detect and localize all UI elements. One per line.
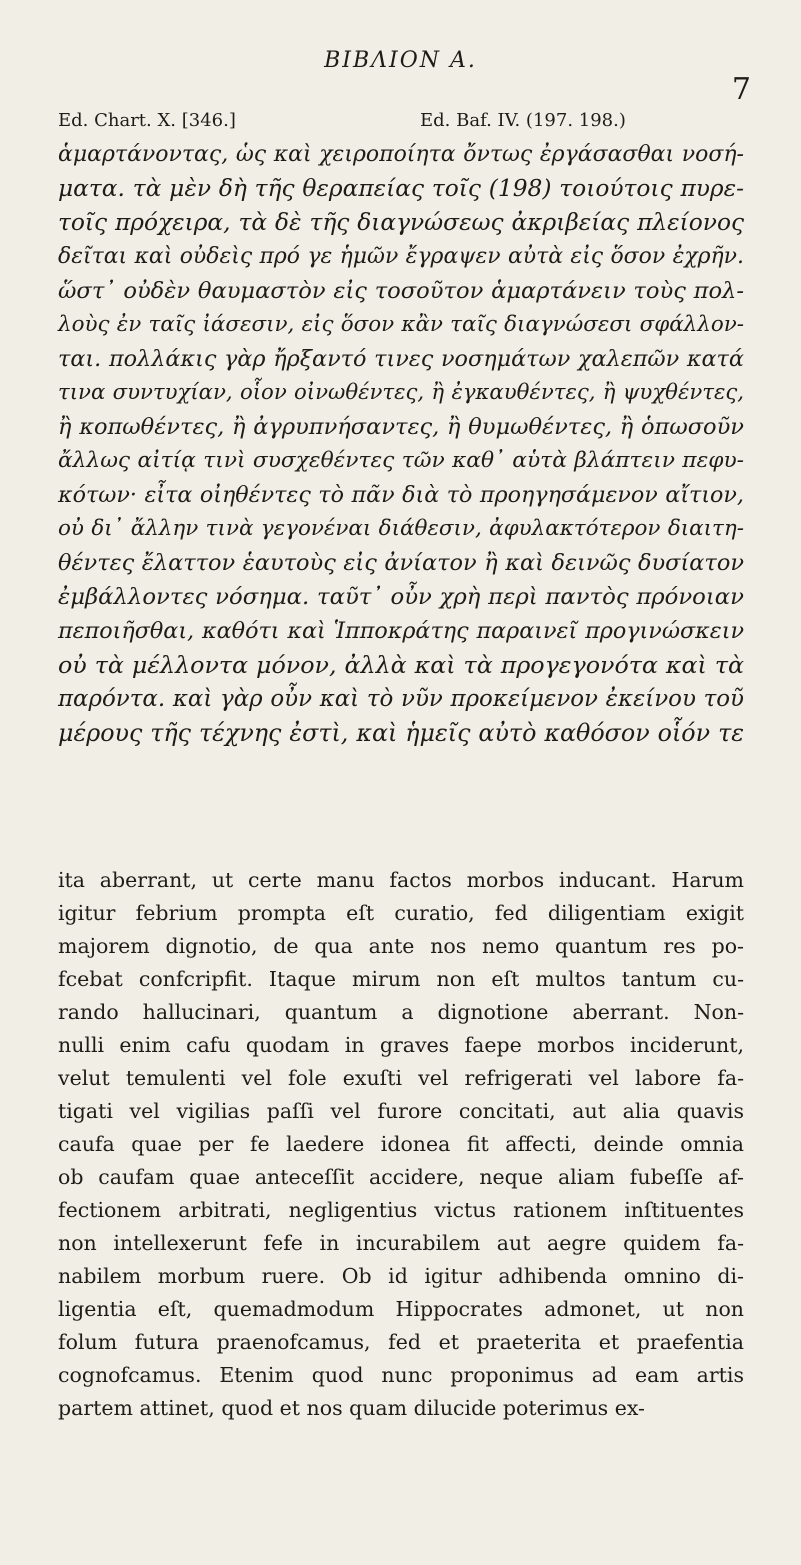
latin-line: fectionem arbitrati, negligentius victus rationem inſtituentes (58, 1198, 744, 1222)
latin-line: nulli enim cafu quodam in graves faepe morbos inciderunt, (58, 1033, 744, 1057)
latin-line: ob caufam quae anteceſſit accidere, neque aliam fubeſſe af- (58, 1165, 744, 1189)
latin-line: nabilem morbum ruere. Ob id igitur adhibenda omnino di- (58, 1264, 744, 1288)
greek-line: ματα. τὰ μὲν δὴ τῆς θεραπείας τοῖς (198) τοιούτοις πυρε- (58, 175, 744, 202)
greek-line: κότων· εἶτα οἰηθέντες τὸ πᾶν διὰ τὸ προηγησάμενον αἴτιον, (58, 482, 744, 508)
page-number: 7 (731, 72, 751, 107)
greek-line: οὐ δι᾽ ἄλλην τινὰ γεγονέναι διάθεσιν, ἀφυλακτότερον διαιτη- (58, 516, 744, 541)
greek-line: οὐ τὰ μέλλοντα μόνον, ἀλλὰ καὶ τὰ προγεγονότα καὶ τὰ (58, 651, 744, 679)
latin-text-block (58, 864, 744, 1425)
latin-line: velut temulenti vel fole exuſti vel refrigerati vel labore fa- (58, 1066, 744, 1090)
latin-line: majorem dignotio, de qua ante nos nemo quantum res po- (58, 934, 744, 958)
running-head: ΒΙΒΛΙΟΝ Α. (324, 48, 477, 73)
greek-line: μέρους τῆς τέχνης ἐστὶ, καὶ ἡμεῖς αὐτὸ καθόσον οἷόν τε (58, 719, 744, 747)
greek-line: δεῖται καὶ οὐδεὶς πρό γε ἡμῶν ἔγραψεν αὐτὰ εἰς ὅσον ἐχρῆν. (58, 244, 744, 269)
latin-line: partem attinet, quod et nos quam dilucide poterimus ex- (58, 1396, 645, 1420)
greek-line: τοῖς πρόχειρα, τὰ δὲ τῆς διαγνώσεως ἀκριβείας πλείονος (58, 209, 744, 236)
latin-line: caufa quae per fe laedere idonea fit affecti, deinde omnia (58, 1132, 744, 1156)
edition-reference-chartier: Ed. Chart. X. [346.] (58, 110, 236, 131)
greek-line: ἐμβάλλοντες νόσημα. ταῦτ᾽ οὖν χρὴ περὶ παντὸς πρόνοιαν (58, 584, 744, 610)
greek-line: παρόντα. καὶ γὰρ οὖν καὶ τὸ νῦν προκείμενον ἐκείνου τοῦ (58, 686, 744, 712)
latin-line: igitur febrium prompta eſt curatio, fed diligentiam exigit (58, 901, 744, 925)
latin-line: cognofcamus. Etenim quod nunc proponimus ad eam artis (58, 1363, 744, 1387)
edition-reference-basel: Ed. Baf. IV. (197. 198.) (420, 110, 626, 131)
greek-line: τινα συντυχίαν, οἷον οἰνωθέντες, ἢ ἐγκαυθέντες, ἢ ψυχθέντες, (58, 380, 744, 405)
greek-line: ἁμαρτάνοντας, ὡς καὶ χειροποίητα ὄντως ἐργάσασθαι νοσή- (58, 142, 744, 167)
greek-line: ται. πολλάκις γὰρ ἤρξαντό τινες νοσημάτων χαλεπῶν κατά (58, 346, 744, 372)
latin-line: ita aberrant, ut certe manu factos morbos inducant. Harum (58, 868, 744, 892)
greek-line: ἄλλως αἰτίᾳ τινὶ συσχεθέντες τῶν καθ᾽ αὑτὰ βλάπτειν πεφυ- (58, 448, 744, 473)
latin-line: rando hallucinari, quantum a dignotione aberrant. Non- (58, 1000, 744, 1024)
latin-line: fcebat confcripfit. Itaque mirum non eſt multos tantum cu- (58, 967, 744, 991)
greek-line: λοὺς ἐν ταῖς ἰάσεσιν, εἰς ὅσον κἂν ταῖς διαγνώσεσι σφάλλον- (58, 312, 744, 337)
greek-text-block (58, 138, 744, 750)
greek-line: ὥστ᾽ οὐδὲν θαυμαστὸν εἰς τοσοῦτον ἁμαρτάνειν τοὺς πολ- (58, 278, 744, 304)
greek-line: πεποιῆσθαι, καθότι καὶ Ἱπποκράτης παραινεῖ προγινώσκειν (58, 618, 744, 644)
greek-line: ἢ κοπωθέντες, ἢ ἀγρυπνήσαντες, ἢ θυμωθέντες, ἢ ὁπωσοῦν (58, 414, 744, 440)
latin-line: non intellexerunt fefe in incurabilem aut aegre quidem fa- (58, 1231, 744, 1255)
latin-line: folum futura praenofcamus, fed et praeterita et praefentia (58, 1330, 744, 1354)
greek-line: θέντες ἔλαττον ἑαυτοὺς εἰς ἀνίατον ἢ καὶ δεινῶς δυσίατον (58, 550, 744, 576)
latin-line: tigati vel vigilias paſſi vel furore concitati, aut alia quavis (58, 1099, 744, 1123)
latin-line: ligentia eſt, quemadmodum Hippocrates admonet, ut non (58, 1297, 744, 1321)
